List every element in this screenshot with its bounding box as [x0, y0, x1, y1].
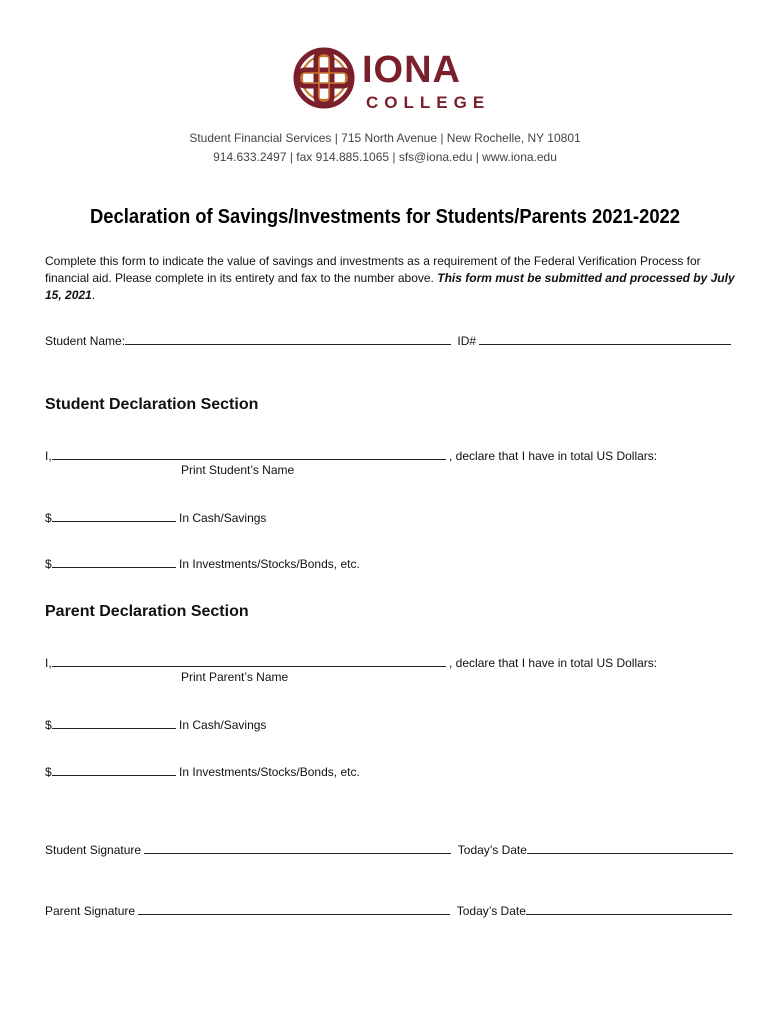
instructions-end: . [91, 288, 96, 302]
student-name-field[interactable] [125, 332, 451, 345]
student-signature-label: Student Signature [45, 843, 142, 857]
student-investments-row [45, 555, 360, 572]
logo-wordmark: IONA [362, 49, 461, 91]
student-cash-label: In Cash/Savings [179, 511, 267, 525]
address-line-1: Student Financial Services | 715 North Avenue | New Rochelle, NY 10801 [189, 131, 581, 145]
student-name-label: Student Name: [45, 334, 126, 348]
parent-date-label: Today’s Date [456, 904, 526, 918]
instructions-text: Complete this form to indicate the value of savings and investments as a requirement of the Federal Verification Process for financial aid. Please complete in its entirety and fax to the number above. [45, 254, 701, 285]
parent-cash-field[interactable] [52, 716, 176, 729]
student-signature-row [45, 841, 733, 858]
student-investments-field[interactable] [52, 555, 176, 568]
parent-cash-label: In Cash/Savings [179, 718, 267, 732]
parent-signature-row [45, 902, 732, 919]
parent-cash-row [45, 716, 266, 733]
student-declare-prefix: I, [45, 449, 52, 463]
parent-print-name-field[interactable] [52, 654, 446, 667]
celtic-cross-emblem-icon [296, 50, 352, 106]
student-id-field[interactable] [479, 332, 731, 345]
parent-cash-dollar-sign: $ [45, 718, 52, 732]
student-name-row [45, 332, 731, 349]
contact-line-2: 914.633.2497 | fax 914.885.1065 | sfs@iona.edu | www.iona.edu [213, 150, 557, 164]
student-date-label: Today’s Date [457, 843, 527, 857]
parent-section-heading: Parent Declaration Section [45, 603, 249, 620]
parent-signature-label: Parent Signature [45, 904, 136, 918]
student-declare-suffix: , declare that I have in total US Dollars: [449, 449, 658, 463]
parent-investments-row [45, 763, 360, 780]
student-cash-row [45, 509, 266, 526]
student-cash-dollar-sign: $ [45, 511, 52, 525]
parent-declare-suffix: , declare that I have in total US Dollars: [449, 656, 658, 670]
student-investments-label: In Investments/Stocks/Bonds, etc. [179, 557, 360, 571]
parent-signature-field[interactable] [138, 902, 450, 915]
deadline-text: This form must be submitted and processed by July 15, 2021 [45, 271, 735, 302]
student-cash-field[interactable] [52, 509, 176, 522]
parent-investments-label: In Investments/Stocks/Bonds, etc. [179, 765, 360, 779]
student-date-field[interactable] [527, 841, 733, 854]
form-title: Declaration of Savings/Investments for Students/Parents 2021-2022 [89, 206, 681, 228]
logo-subtitle: COLLEGE [366, 93, 491, 112]
parent-declare-prefix: I, [45, 656, 52, 670]
student-declare-row [45, 447, 657, 464]
parent-date-field[interactable] [526, 902, 732, 915]
student-print-name-field[interactable] [52, 447, 446, 460]
student-section-heading: Student Declaration Section [45, 396, 259, 413]
id-label: ID# [457, 334, 477, 348]
student-investments-dollar-sign: $ [45, 557, 52, 571]
form-instructions [45, 253, 735, 304]
parent-print-name-label: Print Parent’s Name [181, 670, 289, 684]
student-signature-field[interactable] [144, 841, 451, 854]
parent-investments-dollar-sign: $ [45, 765, 52, 779]
student-print-name-label: Print Student’s Name [181, 463, 295, 477]
parent-investments-field[interactable] [52, 763, 176, 776]
parent-declare-row [45, 654, 657, 671]
